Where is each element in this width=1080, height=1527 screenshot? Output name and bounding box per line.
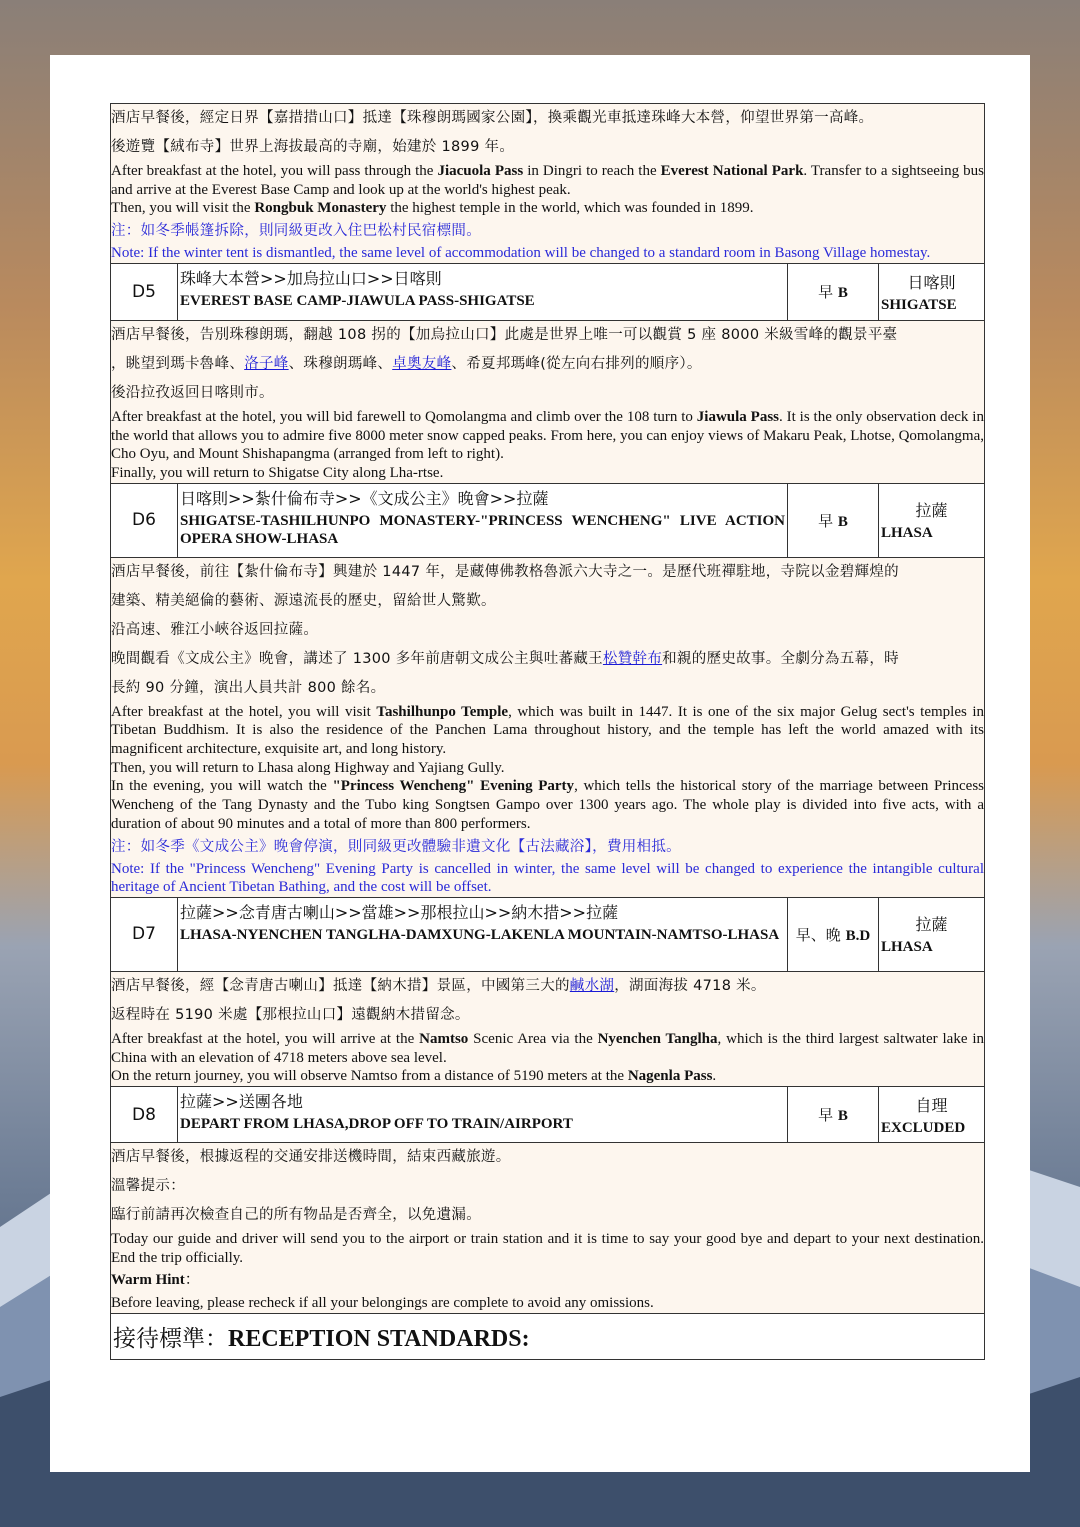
hotel-en: EXCLUDED bbox=[881, 1119, 966, 1136]
d6-zh-line-4: 晚間觀看《文成公主》晚會，講述了 1300 多年前唐朝文成公主與吐蕃藏王松贊幹布和親的歷史故事。全劇分為五幕，時 bbox=[111, 650, 899, 667]
hotel-zh: 拉薩 bbox=[915, 915, 948, 935]
d6-zh-line-2: 建築、精美絕倫的藝術、源遠流長的歷史，留給世人驚歎。 bbox=[111, 592, 496, 609]
day6-hotel bbox=[879, 483, 985, 557]
day-code: D5 bbox=[111, 263, 178, 320]
reception-standards-row bbox=[111, 1313, 985, 1359]
d5-en-paragraph-2: Finally, you will return to Shigatse City along Lha-rtse. bbox=[111, 464, 444, 481]
day-code: D8 bbox=[111, 1087, 178, 1143]
route-en: SHIGATSE-TASHILHUNPO MONASTERY-"PRINCESS WENCHENG" LIVE ACTION OPERA SHOW-LHASA bbox=[180, 512, 785, 547]
day4-description-row bbox=[111, 104, 985, 264]
day7-meal bbox=[788, 897, 879, 971]
d8-zh-line-1: 酒店早餐後，根據返程的交通安排送機時間，結束西藏旅遊。 bbox=[111, 1149, 511, 1166]
route-en: DEPART FROM LHASA,DROP OFF TO TRAIN/AIRPORT bbox=[180, 1116, 573, 1133]
d7-en-paragraph-2: On the return journey, you will observe Namtso from a distance of 5190 meters at the Nagenla Pass. bbox=[111, 1068, 717, 1085]
d5-en-paragraph-1: After breakfast at the hotel, you will bid farewell to Qomolangma and climb over the 108 turn to Jiawula Pass. It is the only observation deck in the world that allows you to admire five 8000 meter snow capped peaks. From here, you can enjoy views of Makaru Peak, Lhotse, Qomolangma, Cho Oyu, and Mount Shishapangma (arranged from left to right). bbox=[111, 408, 984, 463]
d8-en-paragraph-2: Before leaving, please recheck if all your belongings are complete to avoid any omissions. bbox=[111, 1295, 654, 1312]
route-en: EVEREST BASE CAMP-JIAWULA PASS-SHIGATSE bbox=[180, 292, 535, 309]
d4-note-zh: 注：如冬季帳篷拆除，則同級更改入住巴松村民宿標間。 bbox=[111, 223, 481, 240]
hotel-en: LHASA bbox=[881, 939, 933, 956]
day6-meal bbox=[788, 483, 879, 557]
day7-route bbox=[178, 897, 788, 971]
itinerary-table bbox=[110, 103, 985, 1360]
route-zh: 拉薩>>念青唐古喇山>>當雄>>那根拉山>>納木措>>拉薩 bbox=[180, 902, 619, 922]
day6-header-row bbox=[111, 483, 985, 557]
day-code: D6 bbox=[111, 483, 178, 557]
d5-zh-line-3: 後沿拉孜返回日喀則市。 bbox=[111, 384, 274, 401]
d7-zh-line-2: 返程時在 5190 米處【那根拉山口】遠觀納木措留念。 bbox=[111, 1006, 470, 1023]
meal-zh: 早 bbox=[818, 1106, 834, 1125]
day7-description-row bbox=[111, 971, 985, 1086]
route-zh: 日喀則>>紮什倫布寺>>《文成公主》晚會>>拉薩 bbox=[180, 488, 549, 508]
cho-oyu-link[interactable]: 卓奧友峰 bbox=[392, 355, 452, 372]
hotel-en: LHASA bbox=[881, 525, 933, 542]
day7-header-row bbox=[111, 897, 985, 971]
meal-zh: 早 bbox=[818, 283, 834, 302]
day7-hotel bbox=[879, 897, 985, 971]
hotel-zh: 日喀則 bbox=[907, 272, 956, 292]
songtsen-gampo-link[interactable]: 松贊幹布 bbox=[602, 650, 663, 667]
document-page bbox=[50, 55, 1030, 1472]
hotel-zh: 拉薩 bbox=[915, 501, 948, 521]
d6-zh-line-3: 沿高速、雅江小峽谷返回拉薩。 bbox=[111, 621, 319, 638]
hotel-zh: 自理 bbox=[915, 1095, 948, 1115]
d5-zh-line-2: ，眺望到瑪卡魯峰、洛子峰、珠穆朗瑪峰、卓奧友峰、希夏邦瑪峰(從左向右排列的順序）。 bbox=[111, 355, 702, 372]
day8-header-row bbox=[111, 1087, 985, 1143]
day6-description-row bbox=[111, 557, 985, 897]
route-zh: 拉薩>>送團各地 bbox=[180, 1092, 303, 1112]
d6-en-paragraph-3: In the evening, you will watch the "Princess Wencheng" Evening Party, which tells the historical story of the marriage between Princess Wencheng of the Tang Dynasty and the Tubo king Songtsen Gampo over 1300 years ago. The whole play is divided into five acts, with a duration of about 90 minutes and a total of more than 800 performers. bbox=[111, 778, 985, 832]
d8-warm-hint-label: Warm Hint： bbox=[111, 1272, 200, 1289]
d6-en-paragraph-2: Then, you will return to Lhasa along Highway and Yajiang Gully. bbox=[111, 759, 505, 776]
d8-zh-line-2: 溫馨提示： bbox=[111, 1178, 185, 1195]
d6-zh-line-1: 酒店早餐後，前往【紮什倫布寺】興建於 1447 年，是藏傳佛教格魯派六大寺之一。是歷代班禪駐地，寺院以金碧輝煌的 bbox=[111, 563, 899, 580]
saltwater-lake-link[interactable]: 鹹水湖 bbox=[569, 977, 615, 994]
day8-meal bbox=[788, 1087, 879, 1143]
d4-en-paragraph-2: Then, you will visit the Rongbuk Monastery the highest temple in the world, which was founded in 1899. bbox=[111, 200, 754, 217]
day5-hotel bbox=[879, 263, 985, 320]
reception-standards-heading: 接待標準：RECEPTION STANDARDS: bbox=[111, 1313, 985, 1359]
meal-en: B bbox=[837, 285, 848, 302]
d6-note-en: Note: If the "Princess Wencheng" Evening Party is cancelled in winter, the same level will be changed to experience the intangible cultural heritage of Ancient Tibetan Bathing, and the cost will be offset. bbox=[111, 860, 984, 896]
d6-en-paragraph-1: After breakfast at the hotel, you will visit Tashilhunpo Temple, which was built in 1447. It is one of the six major Gelug sect's temples in Tibetan Buddhism. It is also the residence of the Panchen Lama throughout history, and the temple has left the world amazed with its magnificent architecture, exquisite art, and long history. bbox=[111, 703, 984, 758]
meal-zh: 早 bbox=[818, 511, 834, 530]
route-zh: 珠峰大本營>>加烏拉山口>>日喀則 bbox=[180, 268, 442, 288]
d7-zh-line-1: 酒店早餐後，經【念青唐古喇山】抵達【納木措】景區，中國第三大的鹹水湖，湖面海拔 4718 米。 bbox=[111, 977, 766, 994]
d4-en-paragraph-1: After breakfast at the hotel, you will pass through the Jiacuola Pass in Dingri to reach the Everest National Park. Transfer to a sightseeing bus and arrive at the Everest Base Camp and look up at the world's highest peak. bbox=[111, 163, 984, 198]
meal-en: B.D bbox=[845, 927, 871, 944]
day5-header-row bbox=[111, 263, 985, 320]
d4-zh-line-2: 後遊覽【絨布寺】世界上海拔最高的寺廟，始建於 1899 年。 bbox=[111, 139, 515, 155]
d7-en-paragraph-1: After breakfast at the hotel, you will arrive at the Namtso Scenic Area via the Nyenchen Tanglha, which is the third largest saltwater lake in China with an elevation of 4718 meters above sea level. bbox=[111, 1030, 985, 1066]
d6-zh-line-5: 長約 90 分鐘，演出人員共計 800 餘名。 bbox=[111, 679, 386, 696]
day6-route bbox=[178, 483, 788, 557]
day5-route bbox=[178, 263, 788, 320]
day8-description-row bbox=[111, 1143, 985, 1314]
hotel-en: SHIGATSE bbox=[881, 296, 957, 313]
lhotse-link[interactable]: 洛子峰 bbox=[244, 355, 289, 372]
meal-zh: 早、晚 bbox=[795, 925, 841, 944]
day5-description-row bbox=[111, 320, 985, 483]
meal-en: B bbox=[837, 513, 848, 530]
meal-en: B bbox=[837, 1108, 848, 1125]
d8-en-paragraph-1: Today our guide and driver will send you to the airport or train station and it is time to say your good bye and depart to your next destination. End the trip officially. bbox=[111, 1231, 984, 1266]
d8-zh-line-3: 臨行前請再次檢查自己的所有物品是否齊全，以免遺漏。 bbox=[111, 1207, 481, 1224]
day8-route bbox=[178, 1087, 788, 1143]
day5-meal bbox=[788, 263, 879, 320]
d4-note-en: Note: If the winter tent is dismantled, the same level of accommodation will be changed to a standard room in Basong Village homestay. bbox=[111, 245, 931, 262]
d6-note-zh: 注：如冬季《文成公主》晚會停演，則同級更改體驗非遺文化【古法藏浴】，費用相抵。 bbox=[111, 838, 681, 855]
d4-zh-line-1: 酒店早餐後，經定日界【嘉措措山口】抵達【珠穆朗瑪國家公園】，換乘觀光車抵達珠峰大本營，仰望世界第一高峰。 bbox=[111, 110, 874, 126]
d5-zh-line-1: 酒店早餐後，告別珠穆朗瑪，翻越 108 拐的【加烏拉山口】此處是世界上唯一可以觀賞 5 座 8000 米級雪峰的觀景平臺 bbox=[111, 326, 898, 343]
day8-hotel bbox=[879, 1087, 985, 1143]
route-en: LHASA-NYENCHEN TANGLHA-DAMXUNG-LAKENLA MOUNTAIN-NAMTSO-LHASA bbox=[180, 926, 780, 943]
day-code: D7 bbox=[111, 897, 178, 971]
